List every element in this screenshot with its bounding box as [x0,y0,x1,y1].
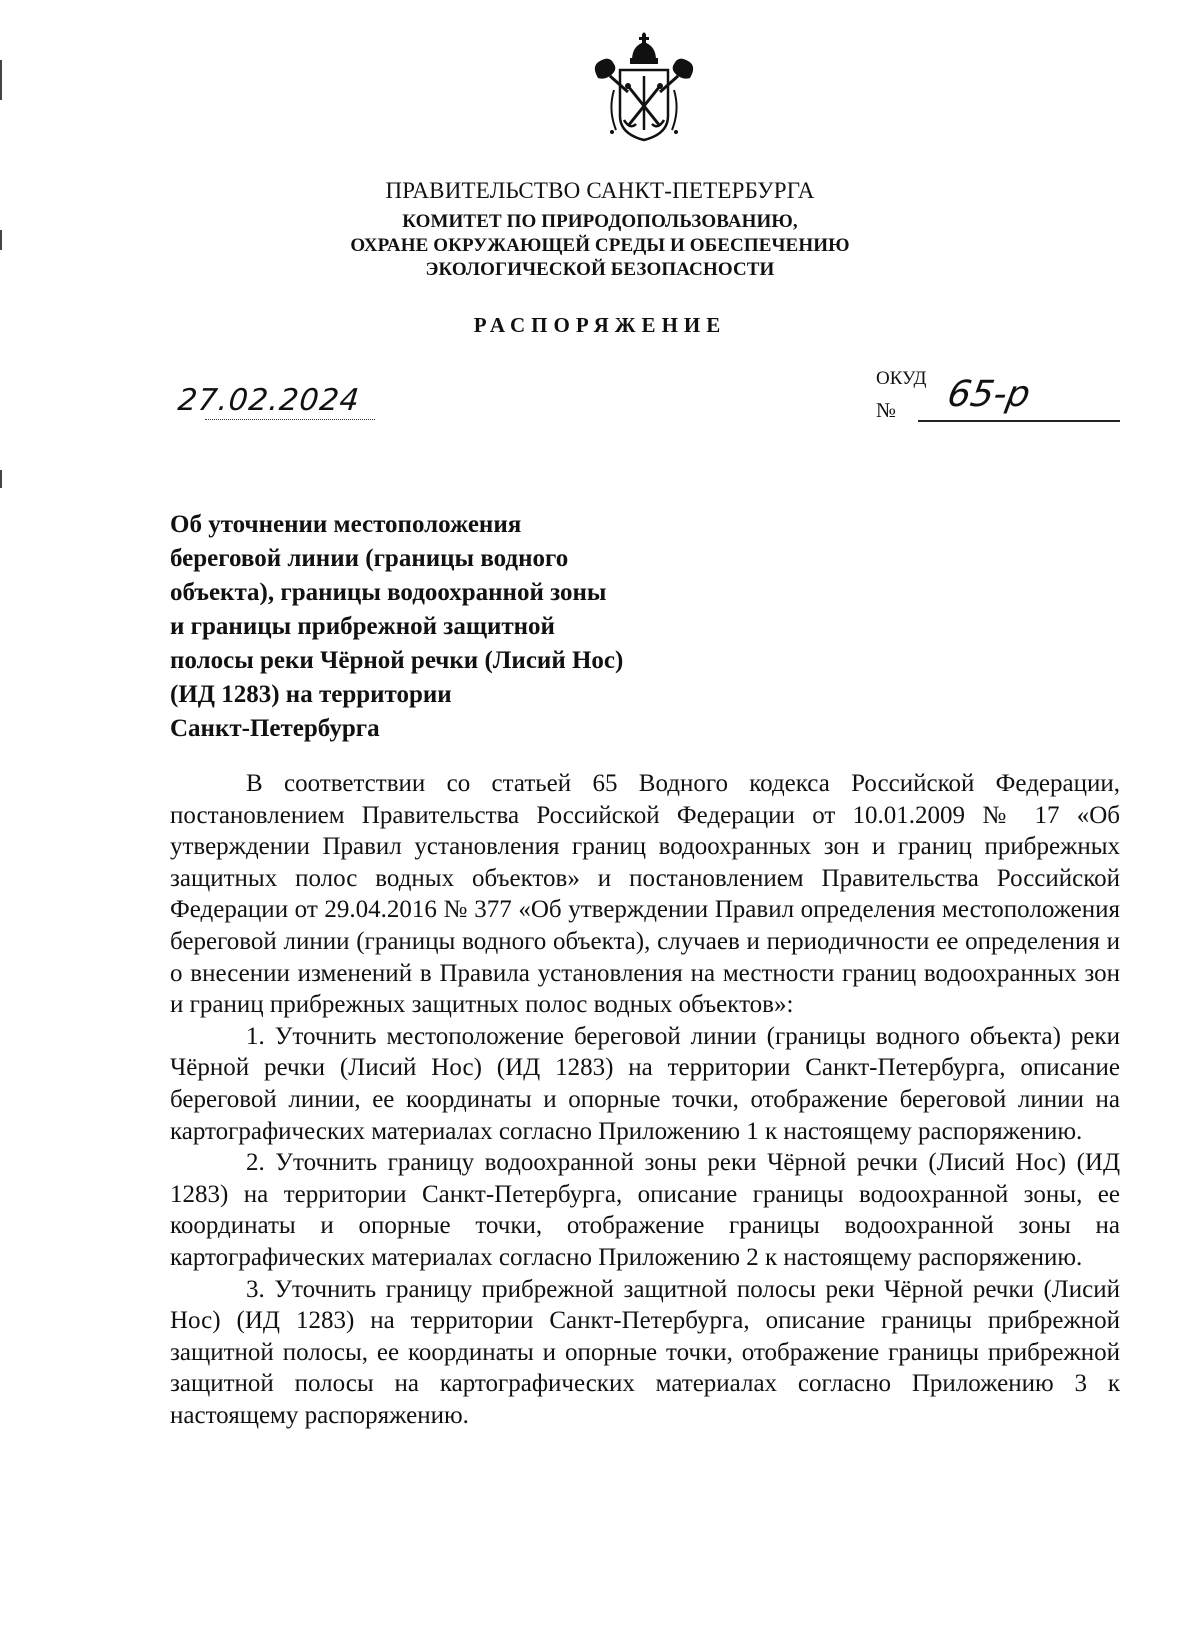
number-sign: № [876,398,897,422]
handwritten-number: 65-р [944,374,1034,415]
government-name: ПРАВИТЕЛЬСТВО САНКТ-ПЕТЕРБУРГА [385,178,815,203]
order-item: 2. Уточнить границу водоохранной зоны реки Чёрной речки (Лисий Нос) (ИД 1283) на территории Санкт-Петербурга, описание границы водоохранной зоны, ее координаты и опорные точки, отображение границы водоохранной зоны на картографических материалах согласно Приложению 2 к настоящему распоряжению. [170,1149,1120,1271]
title-line: Санкт-Петербурга [170,715,380,742]
preamble-paragraph: В соответствии со статьей 65 Водного кодекса Российской Федерации, постановлением Правительства Российской Федерации от 10.01.2009 № 17 «Об утверждении Правил установления границ водоохранных зон и границ прибрежных защитных полос водных объектов» и постановлением Правительства Российской Федерации от 29.04.2016 № 377 «Об утверждении Правил определения местоположения береговой линии (границы водного объекта), случаев и периодичности ее определения и о внесении изменений в Правила установления на местности границ водоохранных зон и границ прибрежных защитных полос водных объектов»: [170,770,1120,1019]
committee-line: ЭКОЛОГИЧЕСКОЙ БЕЗОПАСНОСТИ [425,259,775,280]
title-line: и границы прибрежной защитной [170,613,555,640]
committee-name [0,210,1200,282]
document-body [170,768,1120,1431]
order-item: 3. Уточнить границу прибрежной защитной полосы реки Чёрной речки (Лисий Нос) (ИД 1283) на территории Санкт-Петербурга, описание границы прибрежной защитной полосы, ее координаты и опорные точки, отображение границы прибрежной защитной полосы на картографических материалах согласно Приложению 3 к настоящему распоряжению. [170,1275,1120,1429]
committee-line: КОМИТЕТ ПО ПРИРОДОПОЛЬЗОВАНИЮ, [402,211,798,232]
number-line [918,420,1120,422]
committee-line: ОХРАНЕ ОКРУЖАЮЩЕЙ СРЕДЫ И ОБЕСПЕЧЕНИЮ [350,235,850,256]
title-line: полосы реки Чёрной речки (Лисий Нос) [170,647,624,674]
title-line: береговой линии (границы водного [170,545,569,572]
title-line: (ИД 1283) на территории [170,681,452,708]
date-line [205,419,375,420]
document-title [170,508,710,746]
title-line: объекта), границы водоохранной зоны [170,579,607,606]
order-item: 1. Уточнить местоположение береговой линии (границы водного объекта) реки Чёрной речки (Лисий Нос) (ИД 1283) на территории Санкт-Петербурга, описание береговой линии, ее координаты и опорные точки, отображение береговой линии на картографических материалах согласно Приложению 1 к настоящему распоряжению. [170,1022,1120,1145]
saint-petersburg-coat-of-arms-icon [588,30,700,148]
scan-edge [0,60,2,100]
title-line: Об уточнении местоположения [170,511,522,538]
scan-edge [0,470,2,488]
handwritten-date: 27.02.2024 [176,383,362,418]
okud-label: ОКУД [876,368,927,389]
document-type: РАСПОРЯЖЕНИЕ [473,313,727,337]
